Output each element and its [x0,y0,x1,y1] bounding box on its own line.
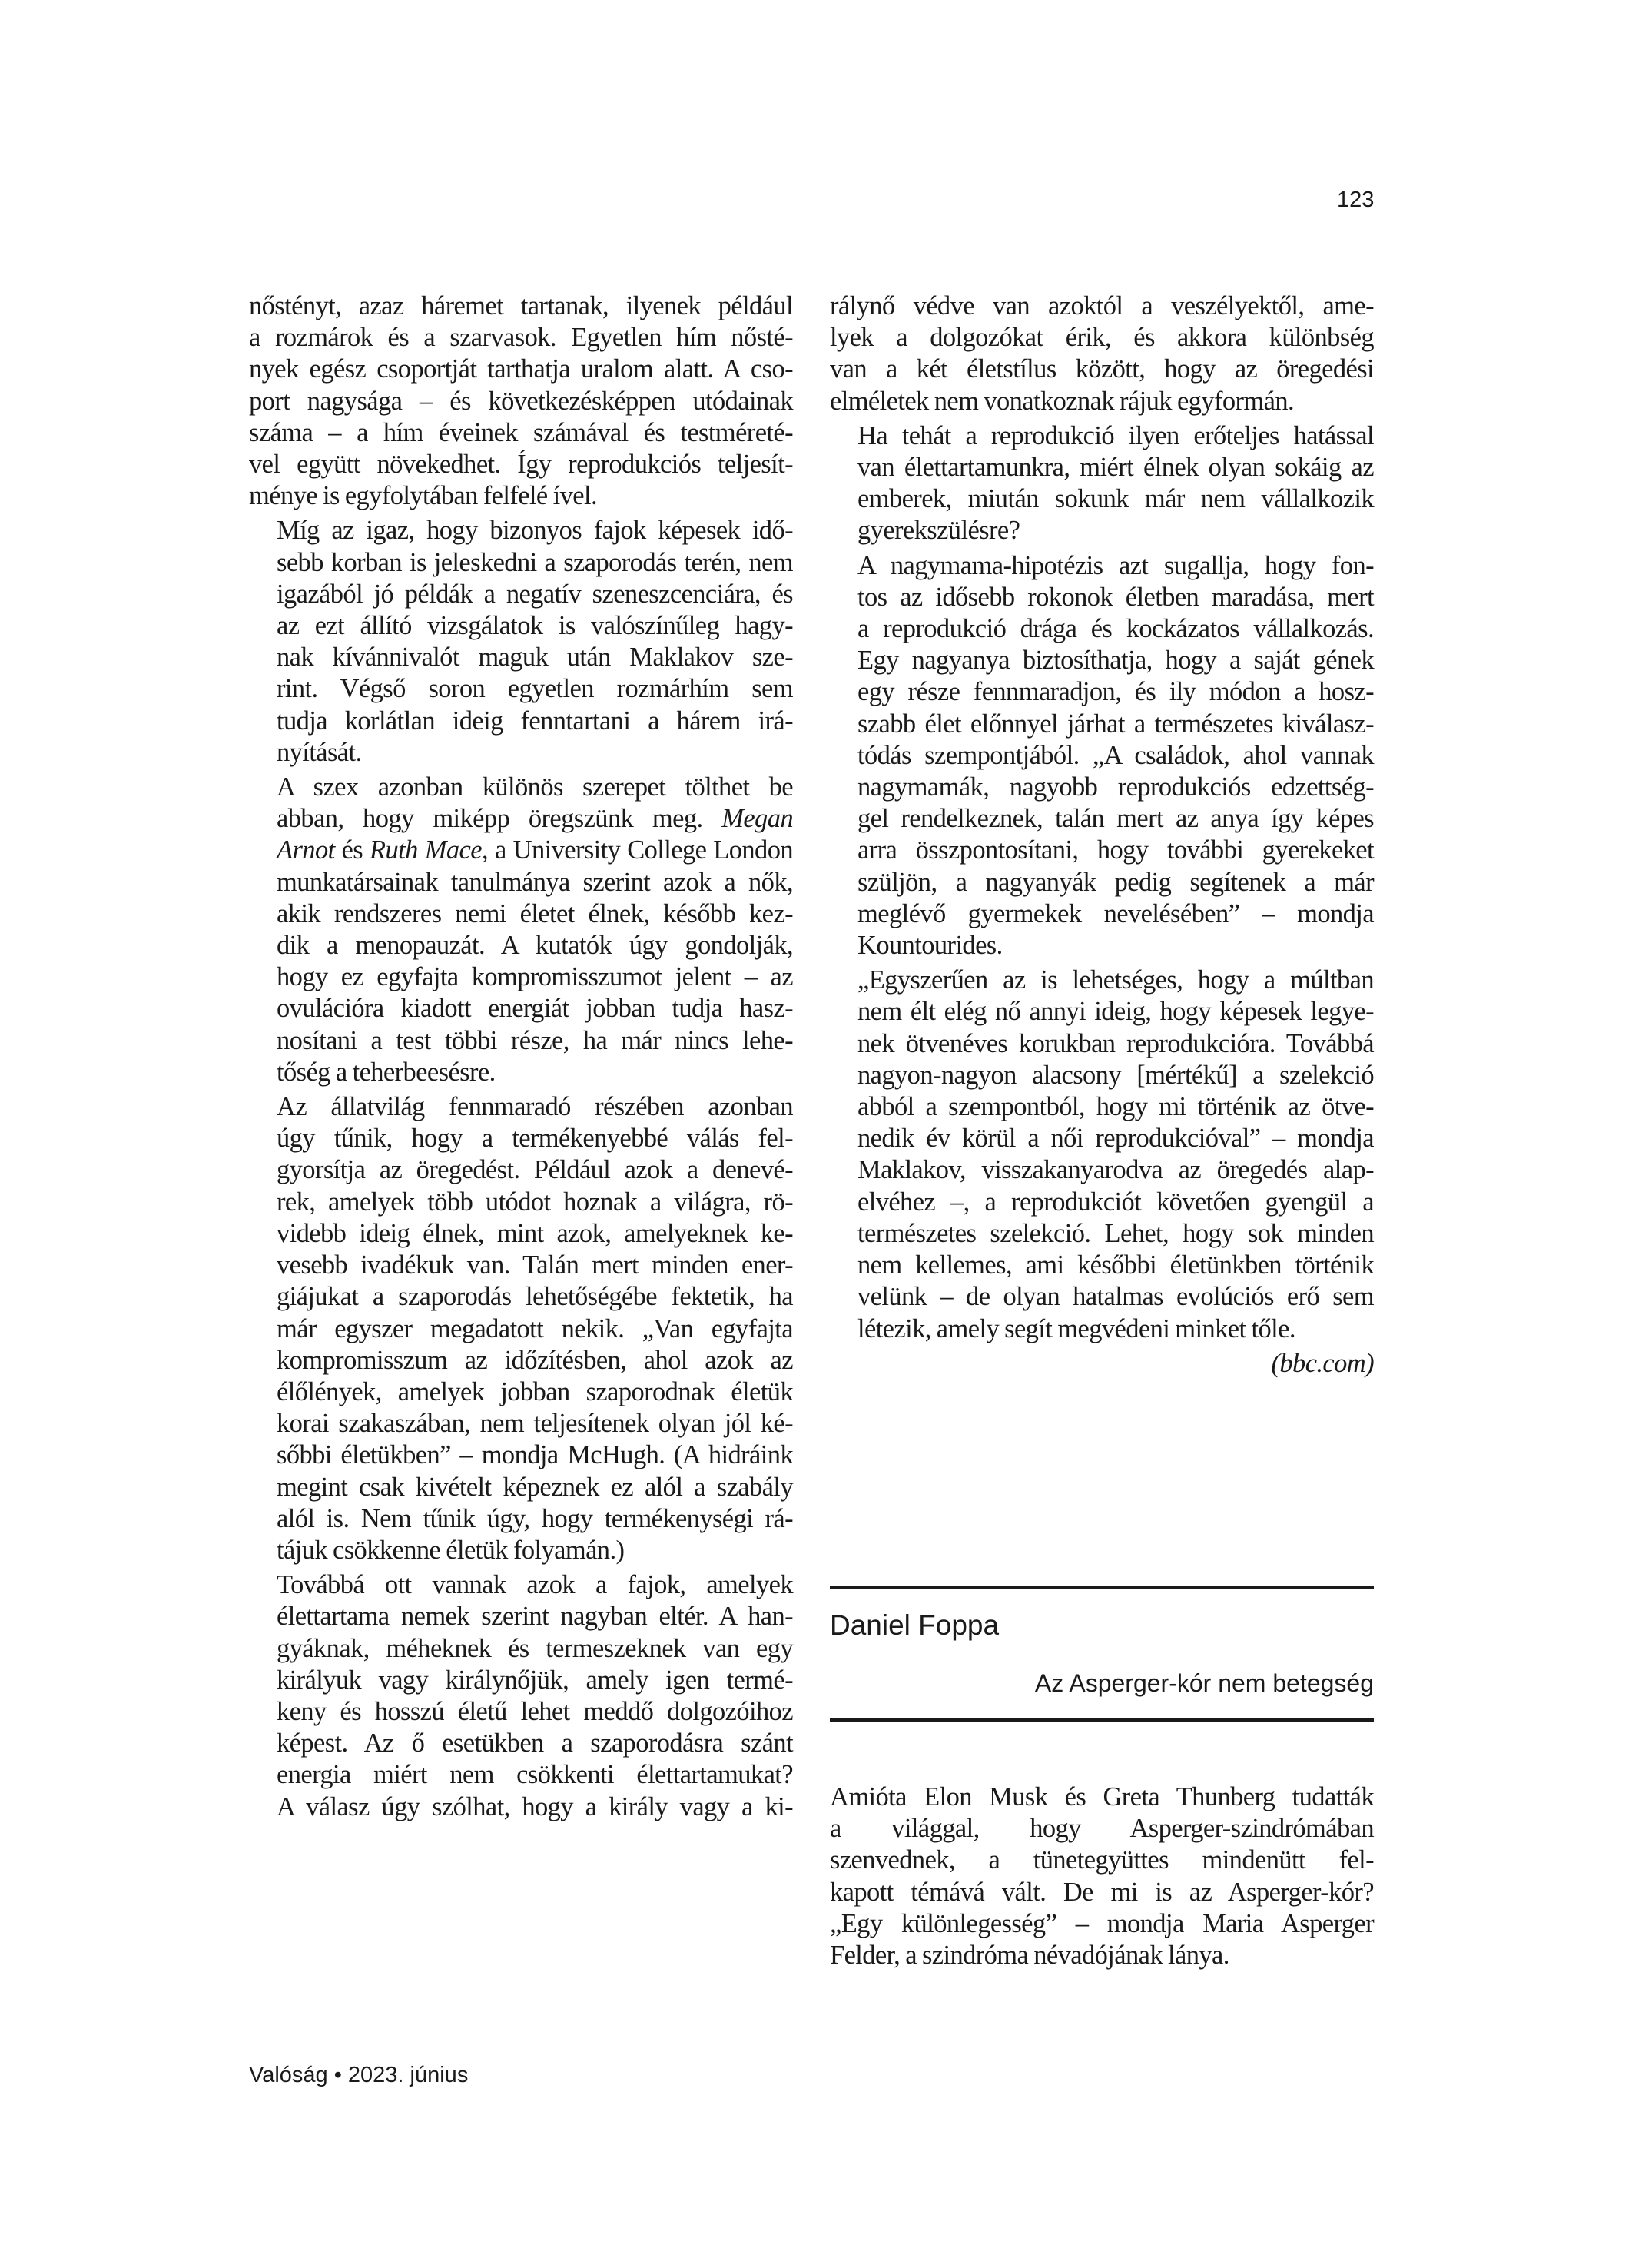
text-line: alól is. Nem tűnik úgy, hogy termékenységi rá- [277,1503,793,1533]
text-line: tudja korlátlan ideig fenntartani a hárem irá- [277,706,793,736]
text-line: dik a menopauzát. A kutatók úgy gondolják, [277,931,793,961]
paragraph [830,965,1374,1344]
text-line: rint. Végső soron egyetlen rozmárhím sem [277,674,793,704]
text-line: arra összpontosítani, hogy további gyerekeket [857,835,1374,865]
text-line: meglévő gyermekek nevelésében” – mondja [857,898,1374,928]
text-line: nak kívánnivalót maguk után Maklakov sze- [277,643,793,672]
page-number: 123 [1337,188,1375,212]
text-line: természetes szelekció. Lehet, hogy sok minden [857,1218,1374,1248]
text-line: a rozmárok és a szarvasok. Egyetlen hím nősté- [249,323,793,353]
page-footer: Valóság • 2023. június [249,2063,469,2087]
text-line: van élettartamunkra, miért élnek olyan sokáig az [857,453,1374,483]
text-line: szüljön, a nagyanyák pedig segítenek a már [857,867,1374,897]
text-line: gyáknak, méheknek és termeszeknek van egy [277,1633,793,1663]
text-line: gyerekszülésre? [857,516,1020,546]
text-line: A szex azonban különös szerepet tölthet be [277,772,793,802]
text-line: akik rendszeres nemi életet élnek, később kez- [277,898,793,928]
text-line: sebb korban is jeleskedni a szaporodás terén, nem [277,547,793,577]
text-line: tőség a teherbeesésre. [277,1057,496,1087]
article-lead-column [830,1782,1374,1974]
text-line: Egy nagyanya biztosíthatja, hogy a saját gének [857,646,1374,676]
text-line: videbb ideig élnek, mint azok, amelyeknek ke- [277,1218,793,1248]
text-line: nem élt elég nő annyi ideig, hogy képesek legye- [857,997,1374,1027]
text-line: nem kellemes, ami későbbi életünkben történik [857,1250,1374,1280]
text-line: tódás szempontjából. „A családok, ahol vannak [857,740,1374,770]
text-line: giájukat a szaporodás lehetőségébe fektetik, ha [277,1282,793,1312]
right-column [830,291,1374,1383]
text-line: korai szakaszában, nem teljesítenek olyan jól ké- [277,1409,793,1439]
text-line: megint csak kivételt képeznek ez alól a szabály [277,1472,793,1502]
text-line: Ha tehát a reprodukció ilyen erőteljes hatással [857,420,1374,450]
text-line: szenvednek, a tünetegyüttes mindenütt fel- [830,1845,1374,1875]
text-line: port nagysága – és következésképpen utódainak [249,386,793,416]
paragraph [830,1782,1374,1971]
paragraph [249,291,793,512]
text-line: nek ötvenéves korukban reprodukcióra. Továbbá [857,1028,1374,1058]
source-citation: (bbc.com) [1271,1348,1374,1378]
text-line: a világgal, hogy Asperger-szindrómában [830,1814,1374,1844]
text-line: tájuk csökkenne életük folyamán.) [277,1535,625,1565]
text-line: munkatársainak tanulmánya szerint azok a nők, [277,867,793,897]
text-line: emberek, miután sokunk már nem vállalkozik [857,484,1374,514]
text-line: száma – a hím éveinek számával és testméreté- [249,417,793,447]
text-line: hogy ez egyfajta kompromisszumot jelent – az [277,962,793,992]
text-line: abban, hogy miképp öregszünk meg. Megan [277,804,793,834]
text-line: nőstényt, azaz háremet tartanak, ilyenek például [249,291,793,320]
text-line: igazából jó példák a negatív szeneszcenciára, és [277,579,793,609]
text-line: Kountourides. [857,931,1003,961]
next-article-top-rule [830,1586,1374,1589]
text-line: Az állatvilág fennmaradó részében azonban [277,1092,793,1122]
text-line: vel együtt növekedhet. Így reprodukciós teljesít- [249,450,793,480]
text-line: abból a szempontból, hogy mi történik az ötve- [857,1092,1374,1122]
text-line: vesebb ivadékuk van. Talán mert minden ener- [277,1250,793,1280]
text-line: nyítását. [277,737,362,767]
text-line: velünk – de olyan hatalmas evolúciós erő sem [857,1282,1374,1312]
left-column [249,291,793,1826]
text-line: nyek egész csoportját tarthatja uralom alatt. A cso- [249,354,793,384]
text-line: energia miért nem csökkenti élettartamukat? [277,1760,793,1790]
text-line: A nagymama-hipotézis azt sugallja, hogy fon- [857,550,1374,580]
text-line: elméletek nem vonatkoznak rájuk egyformán. [830,386,1295,416]
text-line: Míg az igaz, hogy bizonyos fajok képesek idő- [277,516,793,546]
text-line: Felder, a szindróma névadójának lánya. [830,1941,1229,1971]
next-article-bottom-rule [830,1718,1374,1722]
text-line: gel rendelkeznek, talán mert az anya így képes [857,804,1374,834]
text-line: Amióta Elon Musk és Greta Thunberg tudatták [830,1782,1374,1811]
text-line: kompromisszum az időzítésben, ahol azok az [277,1345,793,1375]
text-line: „Egyszerűen az is lehetséges, hogy a múltban [857,965,1374,995]
text-line: rálynő védve van azoktól a veszélyektől, ame- [830,291,1374,320]
text-line: „Egy különlegesség” – mondja Maria Asperger [830,1908,1374,1938]
text-line: keny és hosszú életű lehet meddő dolgozóihoz [277,1696,793,1726]
article-author: Daniel Foppa [830,1609,1000,1641]
text-line: királyuk vagy királynőjük, amely igen termé- [277,1665,793,1695]
paragraph [249,1091,793,1566]
text-line: sőbbi életükben” – mondja McHugh. (A hidráink [277,1440,793,1470]
text-line: ménye is egyfolytában felfelé ível. [249,481,598,511]
paragraph [249,515,793,769]
text-line: kapott témává vált. De mi is az Asperger-kór? [830,1877,1374,1907]
text-line: gyorsítja az öregedést. Például azok a denevé- [277,1155,793,1185]
text-line: A válasz úgy szólhat, hogy a király vagy a ki- [277,1791,793,1821]
text-line: már egyszer megadatott nekik. „Van egyfajta [277,1313,793,1343]
text-line: rek, amelyek több utódot hoznak a világra, rö- [277,1187,793,1217]
text-line: szabb élet előnnyel járhat a természetes kiválasz- [857,709,1374,739]
text-line: Továbbá ott vannak azok a fajok, amelyek [277,1570,793,1600]
text-line: élettartama nemek szerint nagyban eltér. A han- [277,1602,793,1632]
text-line: úgy tűnik, hogy a termékenyebbé válás fel- [277,1124,793,1154]
text-line: tos az idősebb rokonok életben maradása, mert [857,582,1374,612]
text-line: nedik év körül a női reprodukcióval” – mondja [857,1124,1374,1154]
text-line: nagymamák, nagyobb reprodukciós edzettség- [857,772,1374,802]
text-line: lyek a dolgozókat érik, és akkora különbség [830,323,1374,353]
paragraph [249,1569,793,1823]
paragraph [830,550,1374,962]
text-line: van a két életstílus között, hogy az öregedési [830,354,1374,384]
text-line: Arnot és Ruth Mace, a University College London [277,835,794,865]
text-line: nagyon-nagyon alacsony [mértékű] a szelekció [857,1060,1374,1090]
paragraph [830,291,1374,417]
text-line: elvéhez –, a reprodukciót követően gyengül a [857,1187,1374,1217]
text-line: képest. Az ő esetükben a szaporodásra szánt [277,1728,793,1758]
text-line: Maklakov, visszakanyarodva az öregedés alap- [857,1155,1374,1185]
text-line: élőlények, amelyek jobban szaporodnak életük [277,1376,793,1406]
text-line: nosítani a test többi része, ha már nincs lehe- [277,1025,793,1055]
text-line: a reprodukció drága és kockázatos vállalkozás. [857,614,1374,644]
paragraph [830,420,1374,547]
text-line: ovulációra kiadott energiát jobban tudja hasz- [277,994,793,1024]
text-line: az ezt állító vizsgálatok is valószínűleg hagy- [277,611,793,641]
text-line: létezik, amely segít megvédeni minket tőle. [857,1313,1295,1343]
text-line: egy része fennmaradjon, és ily módon a hosz- [857,677,1374,707]
article-title: Az Asperger-kór nem betegség [1034,1669,1374,1697]
paragraph [249,772,793,1088]
